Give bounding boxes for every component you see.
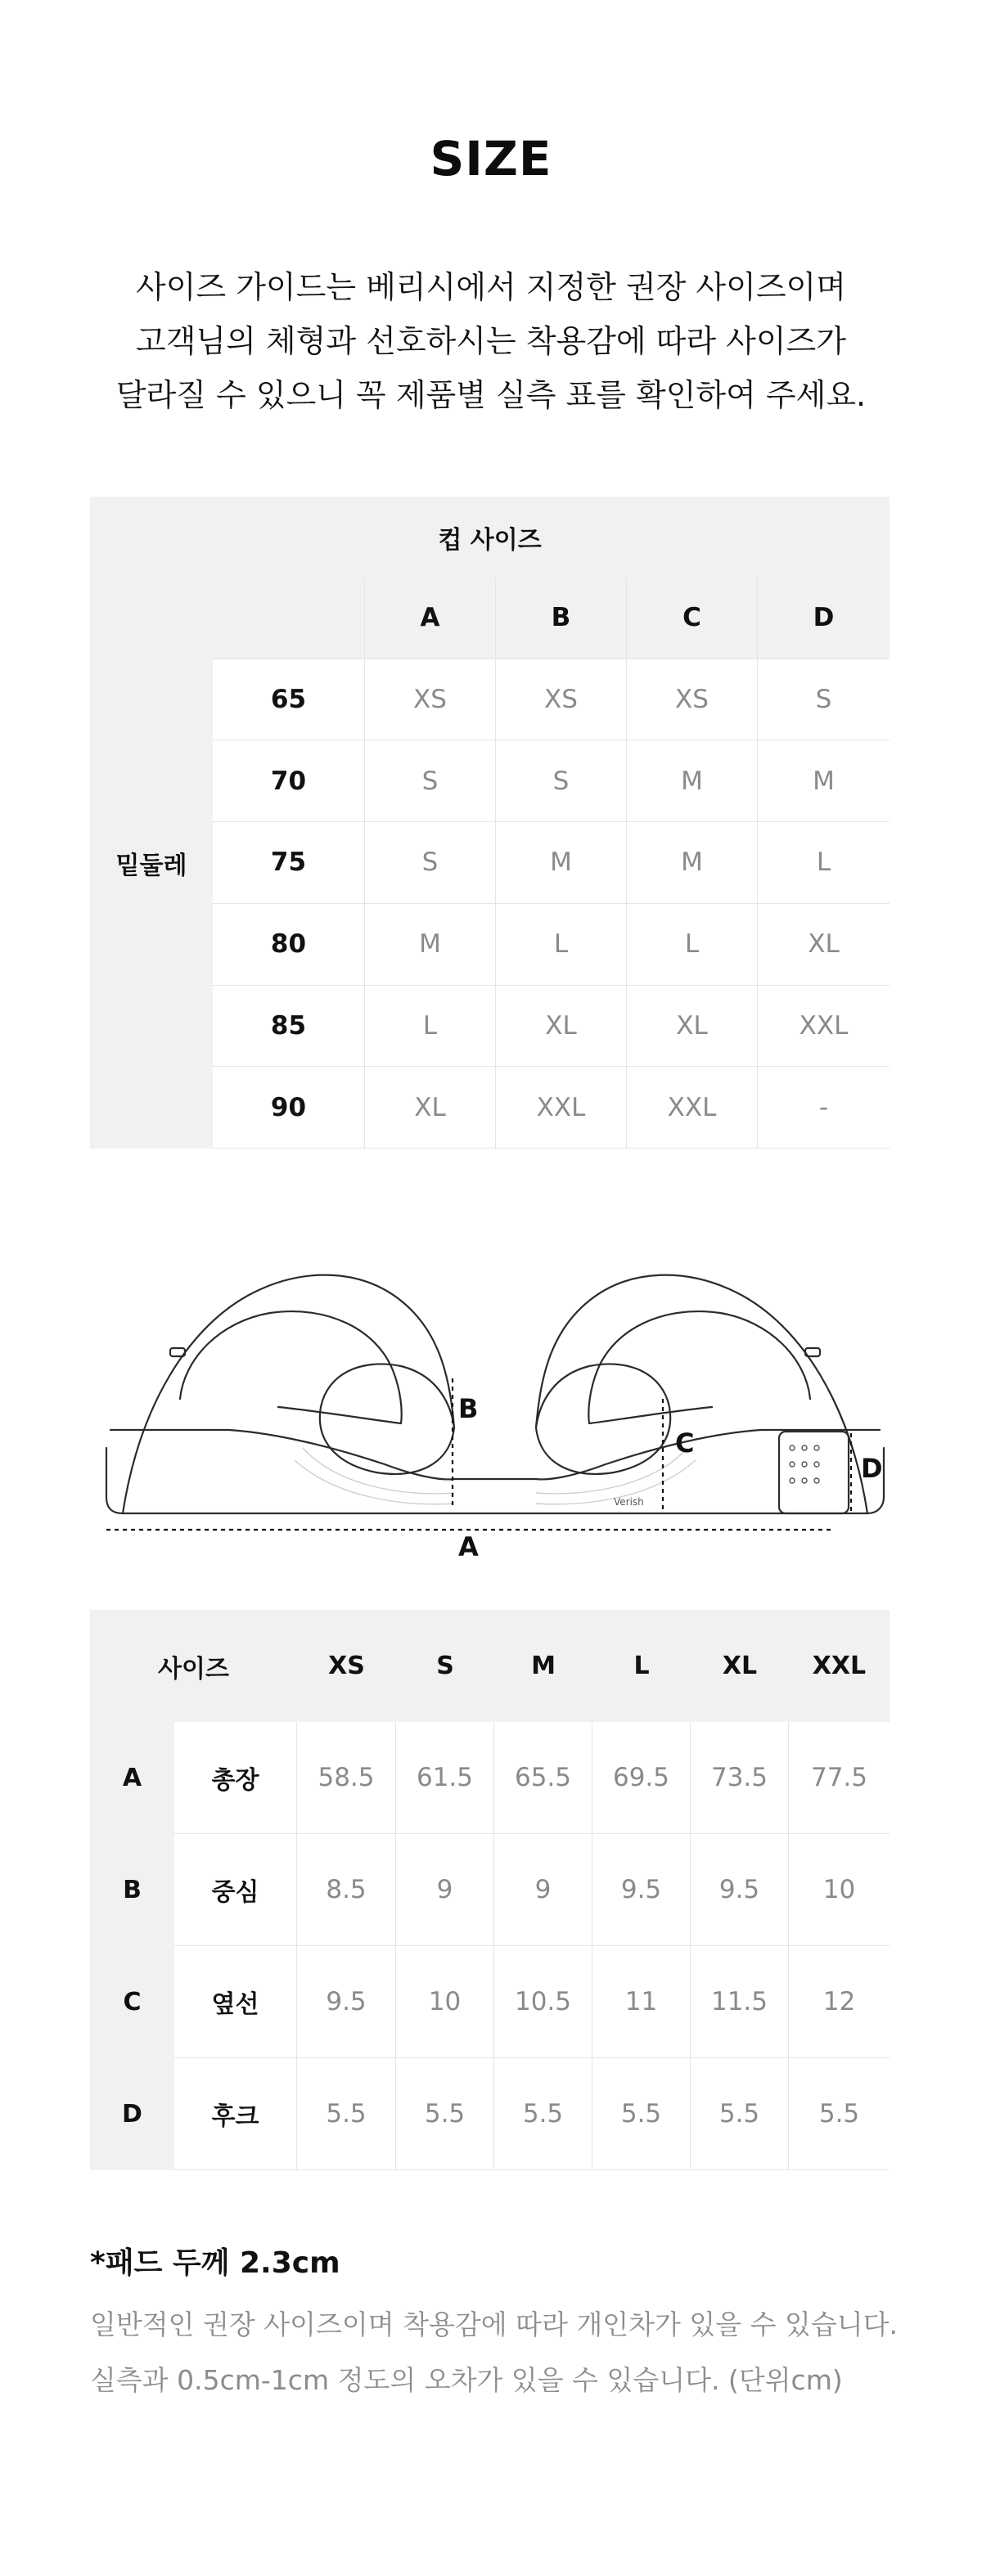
note-line: 실측과 0.5cm-1cm 정도의 오차가 있을 수 있습니다. (단위cm): [90, 2364, 843, 2396]
cup-size-value: XXL: [758, 986, 890, 1068]
cup-size-value: M: [365, 904, 496, 986]
cup-size-value: XL: [758, 904, 890, 986]
cup-size-value: XXL: [496, 1067, 627, 1149]
measure-part-name: 옆선: [174, 1946, 297, 2058]
cup-size-value: XL: [365, 1067, 496, 1149]
measure-part-name: 총장: [174, 1722, 297, 1834]
measure-value: 9.5: [691, 1834, 789, 1946]
cup-size-value: S: [365, 740, 496, 822]
pad-thickness-note: *패드 두께 2.3cm: [90, 2246, 340, 2280]
size-header-label: 사이즈: [90, 1610, 297, 1722]
measure-value: 8.5: [297, 1834, 396, 1946]
size-column-header: XS: [297, 1610, 396, 1722]
cup-size-value: L: [758, 822, 890, 904]
measure-value: 69.5: [592, 1722, 691, 1834]
size-column-header: S: [396, 1610, 494, 1722]
measure-value: 73.5: [691, 1722, 789, 1834]
cup-column-header: B: [496, 578, 627, 659]
brand-mark: Verish: [614, 1496, 644, 1508]
measure-value: 9: [494, 1834, 592, 1946]
cup-size-value: S: [758, 659, 890, 741]
measure-value: 58.5: [297, 1722, 396, 1834]
label-d: D: [861, 1453, 883, 1484]
cup-size-value: S: [496, 740, 627, 822]
measure-value: 5.5: [691, 2058, 789, 2170]
right-cup: [536, 1364, 670, 1473]
measure-key: D: [90, 2058, 174, 2170]
measure-part-name: 중심: [174, 1834, 297, 1946]
cup-size-value: L: [365, 986, 496, 1068]
size-measurement-table: [90, 1610, 890, 2170]
size-column-header: M: [494, 1610, 592, 1722]
size-column-header: L: [592, 1610, 691, 1722]
cup-size-value: M: [758, 740, 890, 822]
bra-measurement-diagram: [90, 1203, 900, 1562]
right-strap-inner: [588, 1311, 810, 1423]
cup-size-value: M: [627, 740, 758, 822]
cup-size-value: M: [627, 822, 758, 904]
measure-value: 65.5: [494, 1722, 592, 1834]
cup-size-value: XS: [365, 659, 496, 741]
size-column-header: XXL: [789, 1610, 890, 1722]
left-cup: [320, 1364, 454, 1473]
cup-column-header: A: [365, 578, 496, 659]
measure-value: 5.5: [494, 2058, 592, 2170]
band-size-cell: 65: [213, 659, 365, 741]
measure-key: B: [90, 1834, 174, 1946]
cup-size-value: L: [627, 904, 758, 986]
measure-key: A: [90, 1722, 174, 1834]
measure-value: 9.5: [297, 1946, 396, 2058]
measure-value: 5.5: [297, 2058, 396, 2170]
bra-illustration: [90, 1203, 900, 1562]
measure-value: 5.5: [396, 2058, 494, 2170]
cup-column-header: C: [627, 578, 758, 659]
measure-value: 12: [789, 1946, 890, 2058]
measure-value: 9.5: [592, 1834, 691, 1946]
cup-size-value: XL: [496, 986, 627, 1068]
label-b: B: [458, 1393, 479, 1424]
measure-value: 9: [396, 1834, 494, 1946]
cup-size-value: L: [496, 904, 627, 986]
measure-value: 11.5: [691, 1946, 789, 2058]
label-a: A: [458, 1531, 479, 1562]
band-size-cell: 85: [213, 986, 365, 1068]
measure-value: 5.5: [592, 2058, 691, 2170]
measure-value: 5.5: [789, 2058, 890, 2170]
measure-value: 10: [396, 1946, 494, 2058]
band-size-cell: 70: [213, 740, 365, 822]
measure-part-name: 후크: [174, 2058, 297, 2170]
intro-line: 달라질 수 있으니 꼭 제품별 실측 표를 확인하여 주세요.: [115, 377, 867, 413]
intro-text: [0, 260, 982, 422]
band-size-cell: 90: [213, 1067, 365, 1149]
cup-size-value: S: [365, 822, 496, 904]
measure-key: C: [90, 1946, 174, 2058]
measure-value: 61.5: [396, 1722, 494, 1834]
cup-size-value: XS: [496, 659, 627, 741]
label-c: C: [675, 1427, 695, 1459]
measure-value: 11: [592, 1946, 691, 2058]
band-bottom: [106, 1448, 884, 1513]
left-strap-inner: [180, 1311, 402, 1423]
cup-size-header: 컵 사이즈: [90, 497, 890, 578]
band-top: [110, 1430, 880, 1479]
cup-size-value: XS: [627, 659, 758, 741]
cup-size-grid: [213, 578, 890, 1149]
cup-size-value: -: [758, 1067, 890, 1149]
measure-value: 10.5: [494, 1946, 592, 2058]
cup-column-header: D: [758, 578, 890, 659]
intro-line: 고객님의 체형과 선호하시는 착용감에 따라 사이즈가: [136, 323, 846, 359]
cup-size-value: M: [496, 822, 627, 904]
cup-size-value: XXL: [627, 1067, 758, 1149]
size-column-header: XL: [691, 1610, 789, 1722]
band-size-cell: 80: [213, 904, 365, 986]
cup-size-value: XL: [627, 986, 758, 1068]
measure-value: 10: [789, 1834, 890, 1946]
hook-panel: [779, 1432, 849, 1513]
band-size-label: 밑둘레: [90, 578, 213, 1149]
cup-size-table: [90, 497, 890, 1149]
intro-line: 사이즈 가이드는 베리시에서 지정한 권장 사이즈이며: [136, 269, 846, 305]
measure-value: 77.5: [789, 1722, 890, 1834]
hook-eyes: [790, 1445, 819, 1483]
band-size-cell: 75: [213, 822, 365, 904]
cup-header-blank: [213, 578, 365, 659]
page-title: SIZE: [430, 131, 552, 187]
note-line: 일반적인 권장 사이즈이며 착용감에 따라 개인차가 있을 수 있습니다.: [90, 2309, 898, 2340]
